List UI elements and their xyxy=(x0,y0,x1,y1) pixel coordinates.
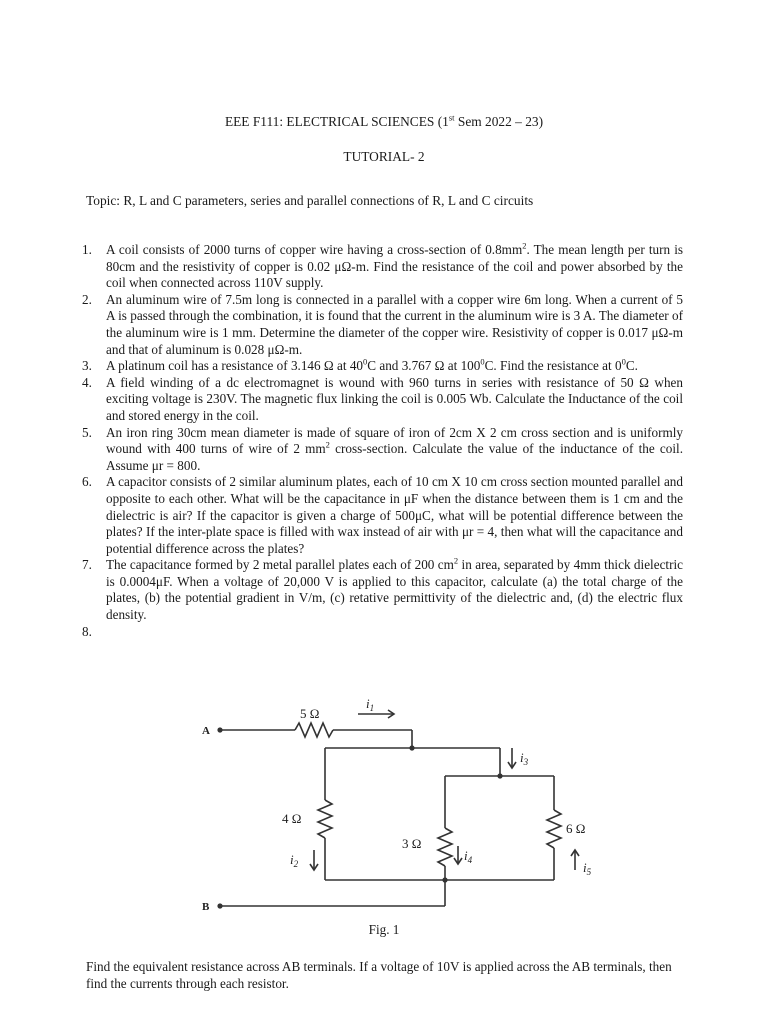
tutorial-subtitle: TUTORIAL- 2 xyxy=(343,149,425,164)
question-text: A coil consists of 2000 turns of copper wire having a cross-section of 0.8mm xyxy=(106,242,523,257)
question-text: The capacitance formed by 2 metal parallel plates each of 200 cm xyxy=(106,557,454,573)
question-item xyxy=(82,375,683,425)
superscript: 2 xyxy=(453,555,459,566)
terminal-b-label: B xyxy=(202,901,210,913)
superscript: 0 xyxy=(621,356,626,367)
question-item xyxy=(82,474,683,557)
question-number: 3. xyxy=(82,358,92,374)
title-superscript: st xyxy=(448,112,455,123)
question-item xyxy=(82,292,683,358)
superscript: 2 xyxy=(522,240,527,251)
node-dot xyxy=(409,745,414,750)
resistor-3-ohm xyxy=(438,828,452,866)
question-item xyxy=(82,242,683,292)
question-text: C and 3.767 Ω at 100 xyxy=(367,358,481,374)
title-prefix: EEE F111: ELECTRICAL SCIENCES (1 xyxy=(224,114,449,129)
question-number: 6. xyxy=(82,474,92,490)
superscript: 0 xyxy=(363,356,368,367)
resistor-4-ohm xyxy=(318,800,332,838)
question-number: 4. xyxy=(82,374,92,390)
final-question: Find the equivalent resistance across AB terminals. If a voltage of 10V is applied across the AB terminals, then find the currents through each resistor. xyxy=(86,959,672,991)
question-text: An iron ring 30cm mean diameter is made of square of iron of 2cm X 2 cm cross section and is uniformly wound with 400 turns of wire of 2 mm xyxy=(106,424,683,457)
terminal-a-label: A xyxy=(202,725,210,737)
resistor-6-ohm xyxy=(547,810,561,848)
question-item xyxy=(82,557,683,623)
question-text: An aluminum wire of 7.5m long is connected in a parallel with a copper wire 6m long. When a current of 5 A is passed through the combination, it is found that the current in the aluminum wire is 3 A. The diameter of the aluminum wire is 1 mm. Determine the diameter of the copper wire. Resistivity of copper is 0.017 μΩ-m and that of aluminum is 0.028 μΩ-m. xyxy=(106,291,683,357)
question-list xyxy=(82,242,683,640)
question-text: in area, separated by 4mm thick dielectric is 0.0004μF. When a voltage of 20,000 V is applied to this capacitor, calculate (a) the total charge of the plates, (b) the potential gradient in V/m, (c) retative permittivity of the dielectric and, (d) the electric flux density. xyxy=(106,557,683,623)
label-i1: $i_1$ xyxy=(366,696,375,713)
node-dot xyxy=(497,773,502,778)
circuit-figure xyxy=(190,690,630,920)
node-dot xyxy=(442,877,447,882)
figure-caption: Fig. 1 xyxy=(368,922,400,937)
question-text: A platinum coil has a resistance of 3.146 Ω at 40 xyxy=(106,358,364,374)
label-i4: $i_4$ xyxy=(464,848,473,865)
question-text: A field winding of a dc electromagnet is wound with 960 turns in series with resistance of 50 Ω when exciting voltage is 230V. The magnetic flux linking the coil is 0.005 Wb. Calculate the Inductance of the coil and stored energy in the coil. xyxy=(106,374,683,423)
question-number: 2. xyxy=(82,291,92,307)
question-number: 7. xyxy=(82,557,92,573)
label-i2: $i_2$ xyxy=(290,852,299,869)
label-4-ohm: 4 Ω xyxy=(282,811,302,826)
label-6-ohm: 6 Ω xyxy=(566,821,586,836)
question-number: 5. xyxy=(82,424,92,440)
question-item xyxy=(82,358,683,375)
topic-line: Topic: R, L and C parameters, series and parallel connections of R, L and C circuits xyxy=(86,193,534,208)
label-5-ohm: 5 Ω xyxy=(300,706,320,721)
document-title xyxy=(0,114,768,130)
label-3-ohm: 3 Ω xyxy=(402,836,422,851)
label-i5: $i_5$ xyxy=(583,860,592,877)
label-i3: $i_3$ xyxy=(520,750,529,767)
terminal-a-dot xyxy=(217,727,222,732)
question-number: 8. xyxy=(82,623,92,639)
resistor-5-ohm xyxy=(295,723,333,737)
question-text: cross-section. Calculate the value of the inductance of the coil. Assume μr = 800. xyxy=(106,441,683,473)
question-item xyxy=(82,624,683,641)
question-text: C. xyxy=(625,358,638,374)
title-suffix: Sem 2022 – 23) xyxy=(454,114,544,129)
question-number: 1. xyxy=(82,242,92,257)
superscript: 0 xyxy=(480,356,485,367)
terminal-b-dot xyxy=(217,903,222,908)
question-text: C. Find the resistance at 0 xyxy=(484,358,622,374)
question-text: . The mean length per turn is 80cm and the resistivity of copper is 0.02 μΩ-m. Find the resistance of the coil and power absorbed by the coil when connected across 110V supply. xyxy=(106,242,683,291)
question-item xyxy=(82,425,683,475)
question-text: A capacitor consists of 2 similar aluminum plates, each of 10 cm X 10 cm cross section mounted parallel and opposite to each other. What will be the capacitance in μF when the distance between them is 1 cm and the dielectric is air? If the capacitor is given a charge of 500μC, what will be potential difference between the plates? If the inter-plate space is filled with wax instead of air with μr = 4, then what will the capacitance and potential difference across the plates? xyxy=(106,474,683,556)
superscript: 2 xyxy=(325,439,330,450)
